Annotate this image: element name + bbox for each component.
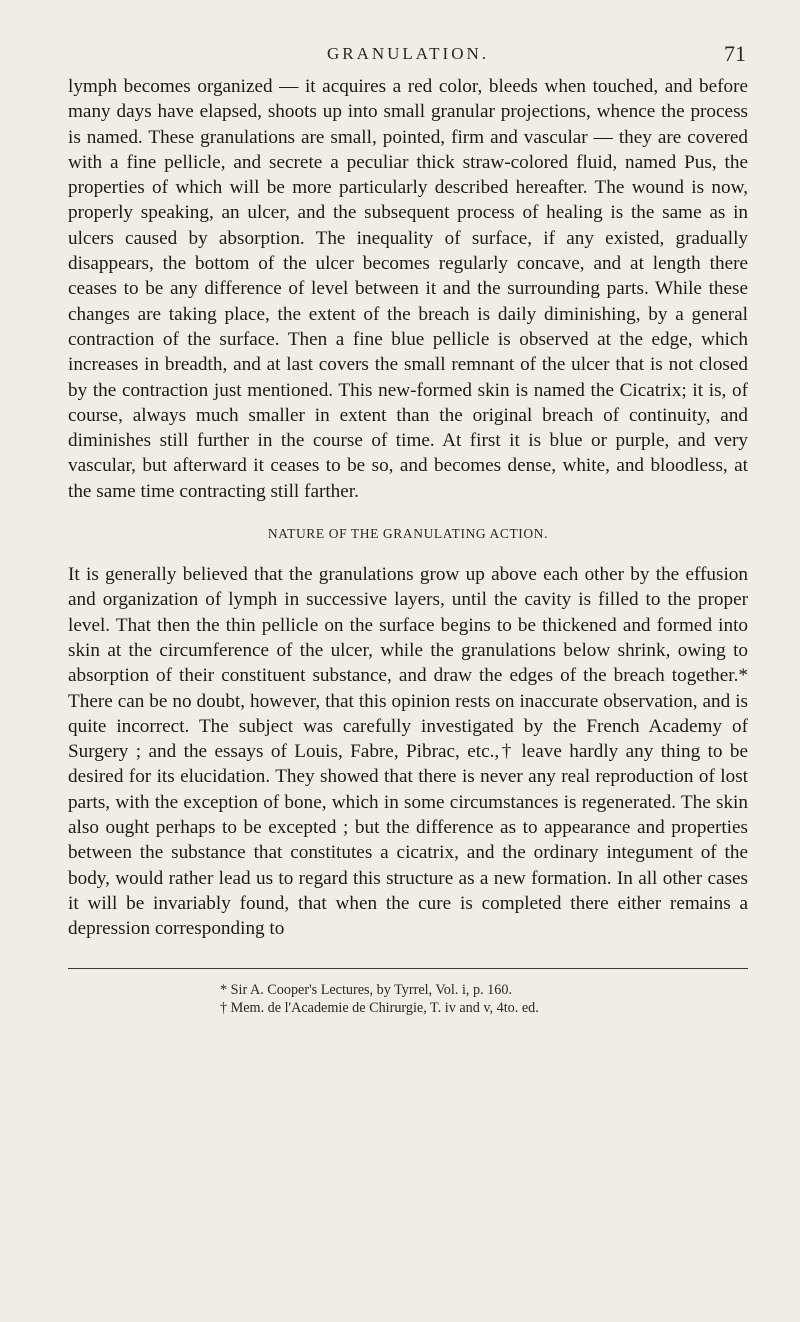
footnote: * Sir A. Cooper's Lectures, by Tyrrel, Vol. i, p. 160. <box>220 981 512 998</box>
paragraph: It is generally believed that the granulations grow up above each other by the effusion and organization of lymph in successive layers, until the cavity is filled to the proper level. That then the thin pellicle on the surface begins to be thickened and formed into skin at the circumference of the ulcer, while the granulations below shrink, owing to absorption of their constituent substance, and draw the edges of the breach together.* There can be no doubt, however, that this opinion rests on inaccurate observation, and is quite incorrect. The subject was carefully investigated by the French Academy of Surgery ; and the essays of Louis, Fabre, Pibrac, etc.,† leave hardly any thing to be desired for its elucidation. They showed that there is never any real reproduction of lost parts, with the exception of bone, which in some circumstances is regenerated. The skin also ought perhaps to be excepted ; but the difference as to appearance and properties between the substance that constitutes a cicatrix, and the ordinary integument of the body, would rather lead us to regard this structure as a new formation. In all other cases it will be invariably found, that when the cure is completed there either remains a depression corresponding to <box>68 564 748 940</box>
paragraph-continued: lymph becomes organized — it acquires a red color, bleeds when touched, and before many days have elapsed, shoots up into small granular projections, whence the process is named. These granulations are small, pointed, firm and vascular — they are covered with a fine pellicle, and secrete a peculiar thick straw-colored fluid, named Pus, the properties of which will be more particularly described hereafter. The wound is now, properly speaking, an ulcer, and the subsequent process of healing is the same as in ulcers caused by absorption. The inequality of surface, if any existed, gradually disappears, the bottom of the ulcer becomes regularly concave, and at length there ceases to be any difference of level between it and the surrounding parts. While these changes are taking place, the extent of the breach is daily diminishing, by a general contraction of the surface. Then a fine blue pellicle is observed at the edge, which increases in breadth, and at last covers the small remnant of the ulcer that is not closed by the contraction just mentioned. This new-formed skin is named the Cicatrix; it is, of course, always much smaller in extent than the original breach of continuity, and diminishes still further in the course of time. At first it is blue or purple, and very vascular, but afterward it ceases to be so, and becomes dense, white, and bloodless, at the same time contracting still farther. <box>68 76 748 502</box>
footnote-divider <box>68 968 748 969</box>
body-text <box>68 74 748 942</box>
footnotes <box>68 981 748 1017</box>
page-number: 71 <box>724 41 746 66</box>
section-heading: NATURE OF THE GRANULATING ACTION. <box>267 526 549 542</box>
book-page <box>68 41 748 1017</box>
running-header <box>68 41 748 74</box>
running-title: GRANULATION. <box>326 44 490 63</box>
footnote: † Mem. de l'Academie de Chirurgie, T. iv and v, 4to. ed. <box>220 999 539 1016</box>
